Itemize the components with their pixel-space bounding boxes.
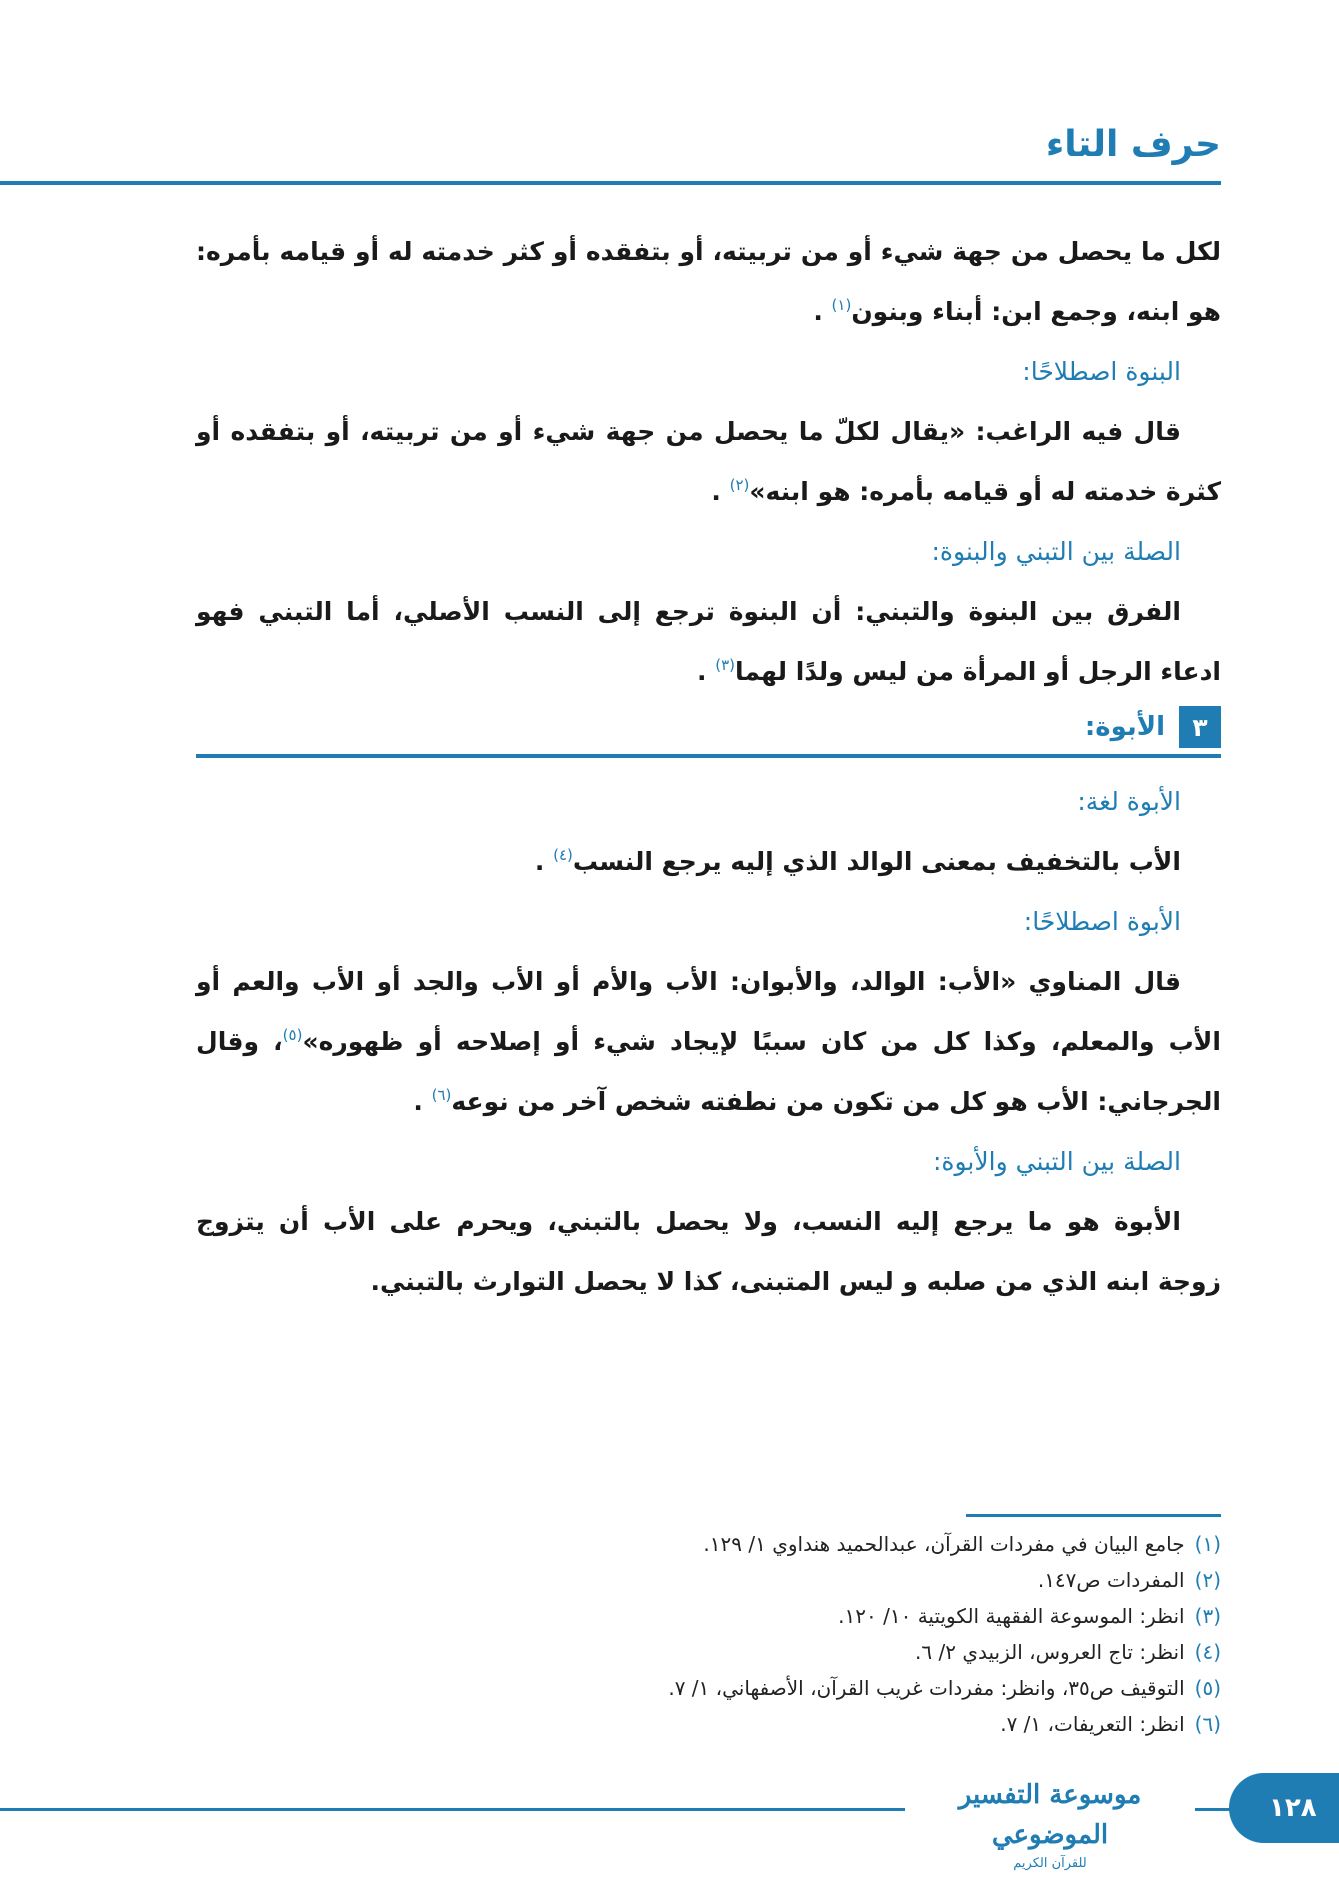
- footnote-ref[interactable]: (١): [831, 296, 852, 314]
- paragraph: قال المناوي «الأب: الوالد، والأبوان: الأب والأم أو الأب والجد أو الأب والعم أو الأب والمعلم، وكذا كل من كان سببًا لإيجاد شيء أو إصلاحه أو ظهوره»$^{(٥)}$، وقال الجرجاني: الأب هو كل من تكون من نطفته شخص آخر من نوعه$^{(٦)}$ .: [196, 967, 1221, 1116]
- subheading: الأبوة لغة:: [1077, 787, 1181, 816]
- paragraph-text: الفرق بين البنوة والتبني: أن البنوة ترجع إلى النسب الأصلي، أما التبني فهو ادعاء الرجل أو المرأة من ليس ولدًا لهما: [196, 597, 1221, 686]
- footnote-number: (٤): [1194, 1640, 1221, 1664]
- footnote-number: (٥): [1194, 1676, 1221, 1700]
- logo-subtitle: للقرآن الكريم: [1013, 1856, 1087, 1871]
- footnotes: [321, 1526, 1221, 1742]
- footnote-ref[interactable]: (٦): [431, 1086, 452, 1104]
- footnote-item: [321, 1634, 1221, 1670]
- footnote-ref[interactable]: (٤): [553, 846, 573, 864]
- footnote-ref[interactable]: (٢): [729, 476, 750, 494]
- header-rule: [0, 181, 1221, 185]
- footnote-item: [321, 1706, 1221, 1742]
- subheading: الصلة بين التبني والبنوة:: [931, 537, 1181, 566]
- paragraph: الأب بالتخفيف بمعنى الوالد الذي إليه يرجع النسب$^{(٤)}$ .: [534, 846, 1181, 876]
- footnote-item: [321, 1562, 1221, 1598]
- page-number: ١٢٨: [1229, 1773, 1339, 1843]
- paragraph-text: قال المناوي «الأب: الوالد، والأبوان: الأب والأم أو الأب والجد أو الأب والعم أو الأب والمعلم، وكذا كل من كان سببًا لإيجاد شيء أو إصلاحه أو ظهوره»: [196, 967, 1221, 1056]
- subheading: الصلة بين التبني والأبوة:: [933, 1147, 1181, 1176]
- paragraph: قال فيه الراغب: «يقال لكلّ ما يحصل من جهة شيء أو من تربيته، أو بتفقده أو كثرة خدمته له أو قيامه بأمره: هو ابنه»$^{(٢)}$ .: [196, 417, 1221, 506]
- footnote-item: [321, 1526, 1221, 1562]
- section-rule: [196, 754, 1221, 758]
- footnote-text: جامع البيان في مفردات القرآن، عبدالحميد هنداوي ١/ ١٢٩.: [703, 1532, 1185, 1556]
- footnote-number: (٦): [1194, 1712, 1221, 1736]
- publication-logo: [905, 1775, 1195, 1871]
- footnote-ref[interactable]: (٣): [715, 656, 735, 674]
- paragraph-text: قال فيه الراغب: «يقال لكلّ ما يحصل من جهة شيء أو من تربيته، أو بتفقده أو كثرة خدمته له أو قيامه بأمره: هو ابنه»: [196, 417, 1221, 506]
- subheading: البنوة اصطلاحًا:: [1022, 357, 1181, 386]
- footnote-text: انظر: التعريفات، ١/ ٧.: [1000, 1712, 1185, 1736]
- section-heading: [196, 704, 1221, 754]
- footnote-ref[interactable]: (٥): [282, 1026, 303, 1044]
- footnote-text: انظر: تاج العروس، الزبيدي ٢/ ٦.: [915, 1640, 1185, 1664]
- section-number-badge: ٣: [1179, 706, 1221, 748]
- paragraph-text: لكل ما يحصل من جهة شيء أو من تربيته، أو بتفقده أو كثر خدمته له أو قيامه بأمره: هو ابنه، وجمع ابن: أبناء وبنون: [196, 237, 1221, 326]
- paragraph-text: الأب بالتخفيف بمعنى الوالد الذي إليه يرجع النسب: [572, 847, 1181, 876]
- subheading: الأبوة اصطلاحًا:: [1023, 907, 1181, 936]
- footnote-item: [321, 1670, 1221, 1706]
- paragraph: لكل ما يحصل من جهة شيء أو من تربيته، أو بتفقده أو كثر خدمته له أو قيامه بأمره: هو ابنه، وجمع ابن: أبناء وبنون$^{(١)}$ .: [196, 237, 1221, 326]
- footnote-text: انظر: الموسوعة الفقهية الكويتية ١٠/ ١٢٠.: [838, 1604, 1185, 1628]
- running-header: حرف التاء: [1045, 124, 1221, 165]
- footnote-text: التوقيف ص٣٥، وانظر: مفردات غريب القرآن، الأصفهاني، ١/ ٧.: [668, 1676, 1185, 1700]
- footnote-number: (٣): [1194, 1604, 1221, 1628]
- footnote-number: (٢): [1194, 1568, 1221, 1592]
- paragraph: الفرق بين البنوة والتبني: أن البنوة ترجع إلى النسب الأصلي، أما التبني فهو ادعاء الرجل أو المرأة من ليس ولدًا لهما$^{(٣)}$ .: [196, 597, 1221, 686]
- main-content: [196, 222, 1221, 1312]
- footnote-item: [321, 1598, 1221, 1634]
- logo-title: موسوعة التفسير الموضوعي: [958, 1780, 1142, 1850]
- footnote-number: (١): [1194, 1532, 1221, 1556]
- paragraph: الأبوة هو ما يرجع إليه النسب، ولا يحصل بالتبني، ويحرم على الأب أن يتزوج زوجة ابنه الذي من صلبه و ليس المتبنى، كذا لا يحصل التوارث بالتبني.: [196, 1207, 1221, 1296]
- paragraph-text: ، وقال الجرجاني: الأب هو كل من تكون من نطفته شخص آخر من نوعه: [196, 1027, 1221, 1116]
- footnote-text: المفردات ص١٤٧.: [1037, 1568, 1185, 1592]
- footnote-rule: [966, 1514, 1221, 1517]
- section-title: الأبوة:: [1084, 712, 1165, 742]
